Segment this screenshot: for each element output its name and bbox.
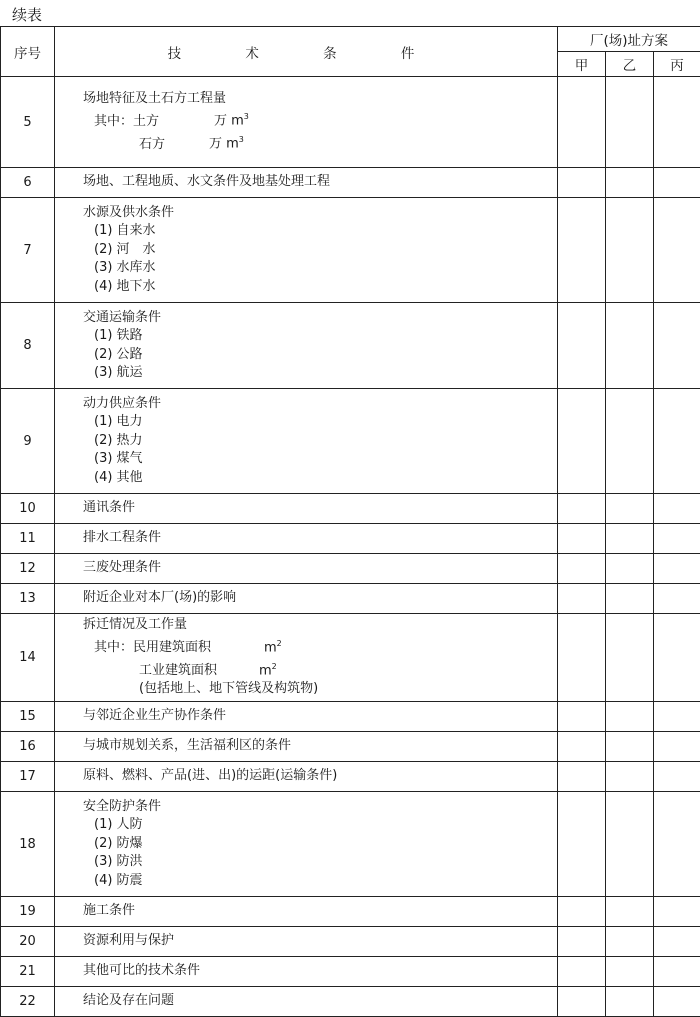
table-row	[1, 554, 700, 584]
row-condition: 施工条件	[55, 897, 558, 927]
cell-plan-c	[654, 168, 700, 198]
table-row	[1, 77, 700, 168]
cell-plan-b	[606, 987, 654, 1017]
row-num: 20	[1, 927, 55, 957]
header-plan: 厂(场)址方案	[558, 27, 700, 52]
header-col-a: 甲	[558, 52, 606, 77]
row-num: 17	[1, 762, 55, 792]
cell-plan-a	[558, 614, 606, 702]
row-condition: 与邻近企业生产协作条件	[55, 702, 558, 732]
cell-plan-b	[606, 762, 654, 792]
row-condition: 交通运输条件 (1) 铁路 (2) 公路 (3) 航运	[55, 303, 558, 389]
cell-plan-a	[558, 702, 606, 732]
table-row	[1, 168, 700, 198]
cell-plan-b	[606, 897, 654, 927]
cell-plan-c	[654, 957, 700, 987]
table-row	[1, 897, 700, 927]
cell-plan-b	[606, 702, 654, 732]
row-condition: 通讯条件	[55, 494, 558, 524]
row-num: 14	[1, 614, 55, 702]
row-condition: 与城市规划关系，生活福利区的条件	[55, 732, 558, 762]
cell-plan-c	[654, 494, 700, 524]
cell-plan-a	[558, 524, 606, 554]
cell-plan-a	[558, 77, 606, 168]
row-num: 10	[1, 494, 55, 524]
cell-plan-c	[654, 702, 700, 732]
cell-plan-c	[654, 554, 700, 584]
cell-plan-c	[654, 198, 700, 303]
row-num: 8	[1, 303, 55, 389]
cell-plan-b	[606, 614, 654, 702]
table-row	[1, 614, 700, 702]
row-condition: 附近企业对本厂(场)的影响	[55, 584, 558, 614]
cell-plan-c	[654, 389, 700, 494]
row-condition: 资源利用与保护	[55, 927, 558, 957]
cell-plan-a	[558, 897, 606, 927]
table-caption: 续表	[12, 4, 42, 25]
cell-plan-c	[654, 897, 700, 927]
header-col-b: 乙	[606, 52, 654, 77]
table-row	[1, 927, 700, 957]
table-row	[1, 732, 700, 762]
cell-plan-a	[558, 168, 606, 198]
cell-plan-a	[558, 494, 606, 524]
cell-plan-a	[558, 554, 606, 584]
row-num: 9	[1, 389, 55, 494]
cell-plan-c	[654, 524, 700, 554]
cell-plan-b	[606, 584, 654, 614]
cell-plan-b	[606, 957, 654, 987]
row-condition: 原料、燃料、产品(进、出)的运距(运输条件)	[55, 762, 558, 792]
cell-plan-b	[606, 554, 654, 584]
table-row	[1, 303, 700, 389]
cell-plan-b	[606, 792, 654, 897]
cell-plan-b	[606, 77, 654, 168]
table-row	[1, 762, 700, 792]
site-comparison-table	[0, 26, 700, 1017]
row-num: 18	[1, 792, 55, 897]
table-row	[1, 792, 700, 897]
row-condition: 水源及供水条件 (1) 自来水 (2) 河 水 (3) 水库水 (4) 地下水	[55, 198, 558, 303]
row-condition: 三废处理条件	[55, 554, 558, 584]
cell-plan-c	[654, 77, 700, 168]
row-num: 22	[1, 987, 55, 1017]
row-num: 16	[1, 732, 55, 762]
cell-plan-a	[558, 957, 606, 987]
row-num: 12	[1, 554, 55, 584]
row-num: 6	[1, 168, 55, 198]
cell-plan-a	[558, 987, 606, 1017]
cell-plan-b	[606, 732, 654, 762]
cell-plan-a	[558, 762, 606, 792]
cell-plan-b	[606, 303, 654, 389]
cell-plan-b	[606, 168, 654, 198]
row-condition: 拆迁情况及工作量 其中：民用建筑面积 $m^2$ 工业建筑面积 $m^2$ (包括地上、地下管线及构筑物)	[55, 614, 558, 702]
header-condition: 技 术 条 件	[55, 27, 558, 77]
row-condition: 其他可比的技术条件	[55, 957, 558, 987]
cell-plan-c	[654, 303, 700, 389]
row-num: 15	[1, 702, 55, 732]
cell-plan-a	[558, 389, 606, 494]
row-condition: 场地、工程地质、水文条件及地基处理工程	[55, 168, 558, 198]
table-row	[1, 702, 700, 732]
cell-plan-c	[654, 584, 700, 614]
table-row	[1, 494, 700, 524]
cell-plan-a	[558, 584, 606, 614]
row-num: 7	[1, 198, 55, 303]
row-num: 5	[1, 77, 55, 168]
cell-plan-b	[606, 927, 654, 957]
cell-plan-a	[558, 927, 606, 957]
row-condition: 排水工程条件	[55, 524, 558, 554]
row-num: 13	[1, 584, 55, 614]
table-row	[1, 524, 700, 554]
cell-plan-c	[654, 614, 700, 702]
row-num: 21	[1, 957, 55, 987]
cell-plan-c	[654, 792, 700, 897]
row-num: 19	[1, 897, 55, 927]
row-condition: 安全防护条件 (1) 人防 (2) 防爆 (3) 防洪 (4) 防震	[55, 792, 558, 897]
cell-plan-b	[606, 524, 654, 554]
table-row	[1, 957, 700, 987]
cell-plan-a	[558, 198, 606, 303]
cell-plan-b	[606, 389, 654, 494]
row-num: 11	[1, 524, 55, 554]
cell-plan-c	[654, 732, 700, 762]
cell-plan-b	[606, 494, 654, 524]
table-row	[1, 584, 700, 614]
cell-plan-a	[558, 732, 606, 762]
cell-plan-b	[606, 198, 654, 303]
cell-plan-a	[558, 303, 606, 389]
table-row	[1, 987, 700, 1017]
cell-plan-c	[654, 927, 700, 957]
cell-plan-c	[654, 762, 700, 792]
cell-plan-a	[558, 792, 606, 897]
row-condition: 结论及存在问题	[55, 987, 558, 1017]
row-condition: 场地特征及土石方工程量 其中：土方 万 $m^3$ 石方 万 $m^3$	[55, 77, 558, 168]
header-num: 序号	[1, 27, 55, 77]
header-col-c: 丙	[654, 52, 700, 77]
cell-plan-c	[654, 987, 700, 1017]
table-row	[1, 389, 700, 494]
row-condition: 动力供应条件 (1) 电力 (2) 热力 (3) 煤气 (4) 其他	[55, 389, 558, 494]
table-row	[1, 198, 700, 303]
